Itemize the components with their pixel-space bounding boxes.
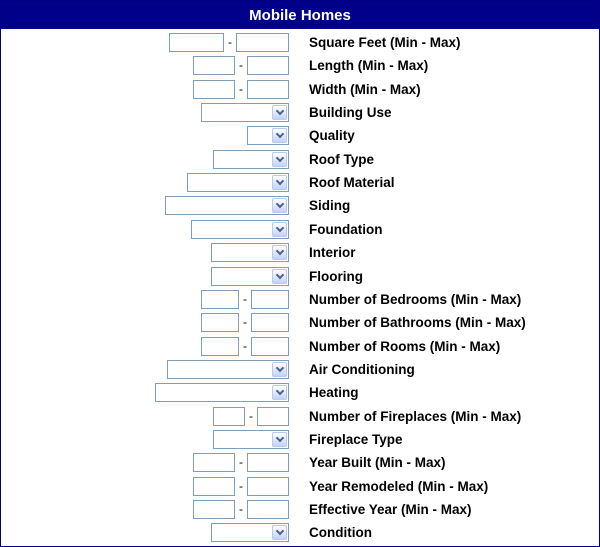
- air-conditioning-controls: [167, 360, 289, 379]
- chevron-down-icon: [275, 434, 283, 442]
- field-row-roof-material: [1, 171, 599, 194]
- field-row-year-built: [1, 451, 599, 474]
- dropdown-button[interactable]: [272, 525, 287, 540]
- year-remodeled-label: Year Remodeled (Min - Max): [309, 478, 489, 494]
- range-separator: -: [239, 502, 243, 516]
- year-remodeled-max-input[interactable]: [247, 477, 289, 496]
- dropdown-button[interactable]: [272, 432, 287, 447]
- siding-select[interactable]: [165, 196, 289, 215]
- field-row-length: [1, 54, 599, 77]
- roof-material-select[interactable]: [187, 173, 289, 192]
- interior-controls: [211, 243, 289, 262]
- field-row-width: [1, 78, 599, 101]
- year-built-max-input[interactable]: [247, 453, 289, 472]
- field-row-flooring: [1, 265, 599, 288]
- field-row-quality: [1, 124, 599, 147]
- square-feet-min-input[interactable]: [169, 33, 224, 52]
- effective-year-controls: [193, 500, 289, 519]
- width-label: Width (Min - Max): [309, 81, 421, 97]
- foundation-controls: [191, 220, 289, 239]
- year-remodeled-controls: [193, 477, 289, 496]
- number-of-bathrooms-max-input[interactable]: [251, 313, 289, 332]
- dropdown-button[interactable]: [272, 128, 287, 143]
- field-row-building-use: [1, 101, 599, 124]
- number-of-bathrooms-label: Number of Bathrooms (Min - Max): [309, 315, 526, 331]
- dropdown-button[interactable]: [272, 385, 287, 400]
- range-separator: -: [243, 315, 247, 330]
- building-use-controls: [201, 103, 289, 122]
- field-row-roof-type: [1, 148, 599, 171]
- dropdown-button[interactable]: [272, 362, 287, 377]
- dropdown-button[interactable]: [272, 269, 287, 284]
- range-separator: -: [239, 58, 243, 73]
- number-of-bedrooms-min-input[interactable]: [201, 290, 239, 309]
- width-max-input[interactable]: [247, 80, 289, 99]
- roof-type-label: Roof Type: [309, 151, 374, 167]
- chevron-down-icon: [275, 200, 283, 208]
- year-built-label: Year Built (Min - Max): [309, 455, 446, 471]
- dropdown-button[interactable]: [272, 245, 287, 260]
- range-separator: -: [239, 478, 243, 493]
- building-use-select[interactable]: [201, 103, 289, 122]
- length-controls: [193, 56, 289, 75]
- chevron-down-icon: [275, 154, 283, 162]
- flooring-select[interactable]: [211, 267, 289, 286]
- number-of-bathrooms-min-input[interactable]: [201, 313, 239, 332]
- number-of-rooms-max-input[interactable]: [251, 337, 289, 356]
- air-conditioning-select[interactable]: [167, 360, 289, 379]
- chevron-down-icon: [275, 130, 283, 138]
- dropdown-button[interactable]: [272, 175, 287, 190]
- quality-controls: [247, 126, 289, 145]
- foundation-label: Foundation: [309, 221, 383, 237]
- square-feet-max-input[interactable]: [236, 33, 289, 52]
- range-separator: -: [243, 338, 247, 353]
- square-feet-controls: [169, 33, 289, 52]
- roof-material-label: Roof Material: [309, 175, 395, 191]
- field-row-condition: [1, 521, 599, 544]
- year-built-min-input[interactable]: [193, 453, 235, 472]
- fireplace-type-controls: [213, 430, 289, 449]
- interior-select[interactable]: [211, 243, 289, 262]
- chevron-down-icon: [275, 527, 283, 535]
- heating-label: Heating: [309, 385, 359, 401]
- field-row-fireplace-type: [1, 428, 599, 451]
- number-of-rooms-min-input[interactable]: [201, 337, 239, 356]
- siding-label: Siding: [309, 198, 351, 214]
- chevron-down-icon: [275, 364, 283, 372]
- number-of-fireplaces-label: Number of Fireplaces (Min - Max): [309, 408, 522, 424]
- heating-controls: [155, 383, 289, 402]
- condition-label: Condition: [309, 525, 372, 541]
- chevron-down-icon: [275, 224, 283, 232]
- field-row-heating: [1, 381, 599, 404]
- range-separator: -: [249, 408, 253, 423]
- dropdown-button[interactable]: [272, 222, 287, 237]
- year-built-controls: [193, 453, 289, 472]
- range-separator: -: [239, 81, 243, 96]
- field-row-siding: [1, 194, 599, 217]
- condition-select[interactable]: [211, 523, 289, 542]
- number-of-bathrooms-controls: [201, 313, 289, 332]
- width-controls: [193, 80, 289, 99]
- year-remodeled-min-input[interactable]: [193, 477, 235, 496]
- quality-label: Quality: [309, 128, 355, 144]
- chevron-down-icon: [275, 107, 283, 115]
- number-of-fireplaces-controls: [213, 407, 289, 426]
- roof-type-controls: [213, 150, 289, 169]
- number-of-bedrooms-label: Number of Bedrooms (Min - Max): [309, 291, 522, 307]
- square-feet-label: Square Feet (Min - Max): [309, 35, 461, 50]
- number-of-rooms-controls: [201, 337, 289, 356]
- number-of-bedrooms-max-input[interactable]: [251, 290, 289, 309]
- field-row-square-feet: [1, 31, 599, 54]
- effective-year-max-input[interactable]: [247, 500, 289, 519]
- range-separator: -: [243, 291, 247, 306]
- chevron-down-icon: [275, 387, 283, 395]
- field-row-number-of-rooms: [1, 335, 599, 358]
- roof-type-select[interactable]: [213, 150, 289, 169]
- field-row-interior: [1, 241, 599, 264]
- number-of-bedrooms-controls: [201, 290, 289, 309]
- field-row-effective-year: [1, 498, 599, 521]
- field-row-year-remodeled: [1, 475, 599, 498]
- length-max-input[interactable]: [247, 56, 289, 75]
- dropdown-button[interactable]: [272, 198, 287, 213]
- heating-select[interactable]: [155, 383, 289, 402]
- field-row-number-of-fireplaces: [1, 405, 599, 428]
- width-min-input[interactable]: [193, 80, 235, 99]
- air-conditioning-label: Air Conditioning: [309, 361, 415, 377]
- field-row-air-conditioning: [1, 358, 599, 381]
- number-of-fireplaces-max-input[interactable]: [257, 407, 289, 426]
- chevron-down-icon: [275, 270, 283, 278]
- length-label: Length (Min - Max): [309, 58, 429, 74]
- range-separator: -: [228, 35, 232, 49]
- condition-controls: [211, 523, 289, 542]
- dropdown-button[interactable]: [272, 105, 287, 120]
- fireplace-type-select[interactable]: [213, 430, 289, 449]
- field-row-foundation: [1, 218, 599, 241]
- interior-label: Interior: [309, 245, 356, 261]
- chevron-down-icon: [275, 177, 283, 185]
- length-min-input[interactable]: [193, 56, 235, 75]
- fireplace-type-label: Fireplace Type: [309, 431, 403, 447]
- effective-year-label: Effective Year (Min - Max): [309, 502, 472, 517]
- quality-select[interactable]: [247, 126, 289, 145]
- number-of-rooms-label: Number of Rooms (Min - Max): [309, 338, 501, 354]
- field-row-number-of-bathrooms: [1, 311, 599, 334]
- field-row-number-of-bedrooms: [1, 288, 599, 311]
- flooring-controls: [211, 267, 289, 286]
- flooring-label: Flooring: [309, 268, 363, 284]
- number-of-fireplaces-min-input[interactable]: [213, 407, 245, 426]
- range-separator: -: [239, 455, 243, 470]
- chevron-down-icon: [275, 247, 283, 255]
- foundation-select[interactable]: [191, 220, 289, 239]
- siding-controls: [165, 196, 289, 215]
- panel-title: Mobile Homes: [1, 1, 599, 29]
- roof-material-controls: [187, 173, 289, 192]
- building-use-label: Building Use: [309, 105, 392, 121]
- dropdown-button[interactable]: [272, 152, 287, 167]
- effective-year-min-input[interactable]: [193, 500, 235, 519]
